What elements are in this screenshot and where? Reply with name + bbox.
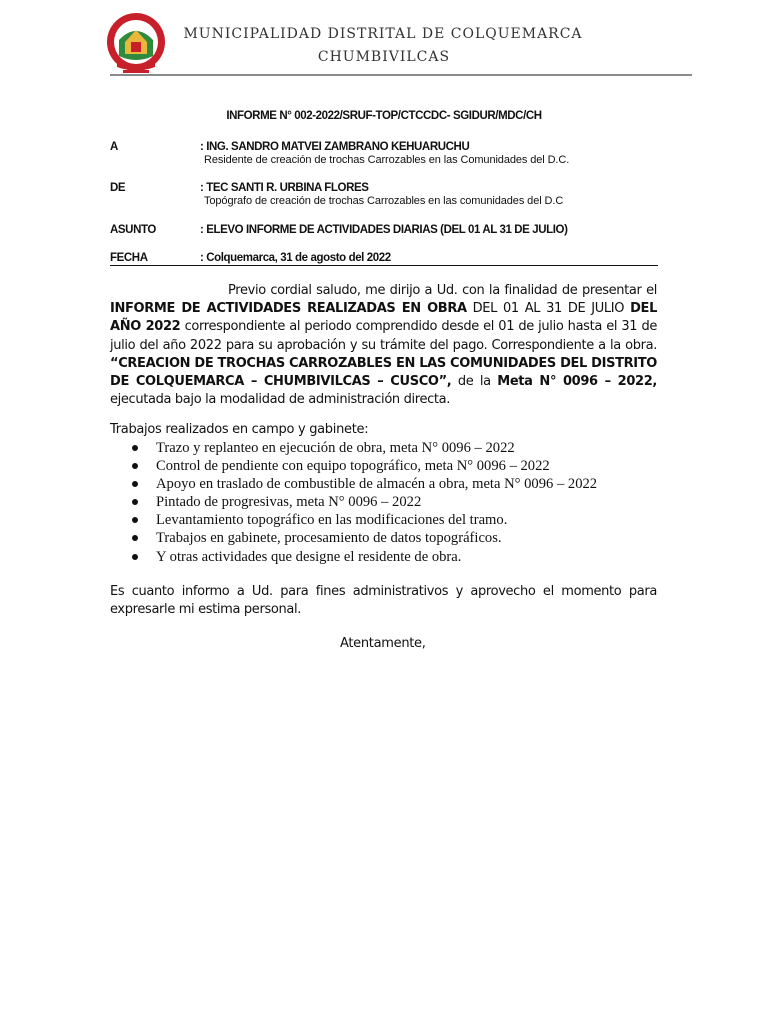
report-title: INFORME N° 002-2022/SRUF-TOP/CTCCDC- SGIDUR/MDC/CH <box>226 110 542 122</box>
work-list-title: Trabajos realizados en campo y gabinete: <box>110 422 369 437</box>
bullet-icon <box>132 554 138 560</box>
work-list <box>132 439 597 566</box>
memo-divider <box>110 265 658 266</box>
sign-off: Atentamente, <box>340 636 426 651</box>
bullet-icon <box>132 535 138 541</box>
bullet-icon <box>132 499 138 505</box>
header-divider <box>110 74 692 76</box>
list-item: Apoyo en traslado de combustible de almacén a obra, meta N° 0096 – 2022 <box>132 475 597 493</box>
date-label: FECHA <box>110 252 148 264</box>
to-value: : ING. SANDRO MATVEI ZAMBRANO KEHUARUCHU <box>200 141 470 153</box>
list-item: Levantamiento topográfico en las modificaciones del tramo. <box>132 511 597 529</box>
closing-paragraph: Es cuanto informo a Ud. para fines administrativos y aprovecho el momento para expresarle mi estima personal. <box>110 584 657 618</box>
province-name: CHUMBIVILCAS <box>317 49 451 65</box>
subject-label: ASUNTO <box>110 224 156 236</box>
to-role: Residente de creación de trochas Carrozables en las Comunidades del D.C. <box>204 154 570 166</box>
intro-paragraph: Previo cordial saludo, me dirijo a Ud. con la finalidad de presentar el INFORME DE ACTIVIDADES REALIZADAS EN OBRA DEL 01 AL 31 DE JULIO DEL AÑO 2022 correspondiente al periodo comprendido desde el 01 de julio hasta el 31 de julio del año 2022 para su aprobación y su trámite del pago. Correspondiente a la obra. “CREACION DE TROCHAS CARROZABLES EN LAS COMUNIDADES DEL DISTRITO DE COLQUEMARCA – CHUMBIVILCAS – CUSCO”, de la Meta N° 0096 – 2022, ejecutada bajo la modalidad de administración directa. <box>110 283 657 408</box>
list-item: Trazo y replanteo en ejecución de obra, meta N° 0096 – 2022 <box>132 439 597 457</box>
from-value: : TEC SANTI R. URBINA FLORES <box>200 182 369 194</box>
subject-value: : ELEVO INFORME DE ACTIVIDADES DIARIAS (DEL 01 AL 31 DE JULIO) <box>200 224 568 236</box>
list-item: Pintado de progresivas, meta N° 0096 – 2022 <box>132 493 597 511</box>
date-value: : Colquemarca, 31 de agosto del 2022 <box>200 252 391 264</box>
from-role: Topógrafo de creación de trochas Carrozables en las comunidades del D.C <box>204 195 564 207</box>
list-item: Trabajos en gabinete, procesamiento de datos topográficos. <box>132 529 597 547</box>
bullet-icon <box>132 481 138 487</box>
list-item: Control de pendiente con equipo topográfico, meta N° 0096 – 2022 <box>132 457 597 475</box>
municipality-name: MUNICIPALIDAD DISTRITAL DE COLQUEMARCA <box>183 26 583 42</box>
bullet-icon <box>132 463 138 469</box>
list-item: Y otras actividades que designe el residente de obra. <box>132 548 597 566</box>
from-label: DE <box>110 182 126 194</box>
bullet-icon <box>132 445 138 451</box>
bullet-icon <box>132 517 138 523</box>
to-label: A <box>110 141 118 153</box>
municipal-seal-logo <box>103 12 169 76</box>
